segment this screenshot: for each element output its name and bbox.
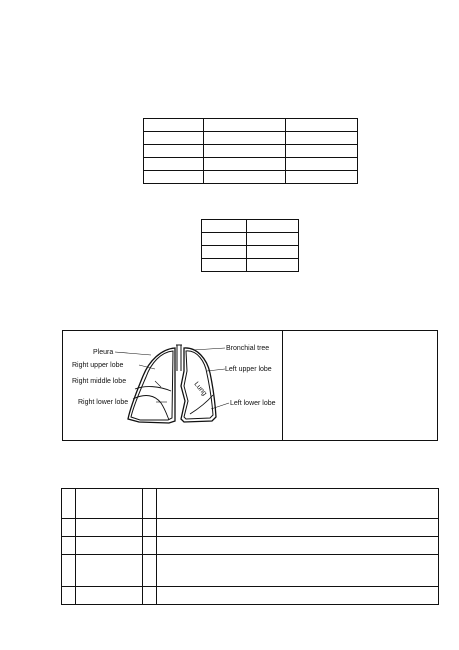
table-cell [157, 489, 439, 519]
table-cell [144, 145, 204, 158]
right-oblique-fissure [133, 396, 169, 420]
table-cell [62, 519, 76, 537]
table-row [144, 158, 358, 171]
table-row [62, 519, 439, 537]
table-cell [76, 489, 143, 519]
table-cell [286, 158, 358, 171]
table-cell [157, 587, 439, 605]
empty-table-top [143, 118, 358, 184]
table-cell [203, 158, 286, 171]
table-row [202, 246, 299, 259]
table-cell [76, 537, 143, 555]
table-cell [202, 246, 247, 259]
table-cell [246, 233, 298, 246]
table-cell [202, 220, 247, 233]
label-right-lower-lobe: Right lower lobe [78, 399, 129, 406]
table-cell [62, 555, 76, 587]
figure-divider [282, 331, 283, 440]
leader-bronchial-tree [193, 348, 225, 350]
lung-diagram [63, 331, 282, 440]
lung-diagram-box [62, 330, 438, 441]
table-row [62, 537, 439, 555]
table-row [144, 132, 358, 145]
table-cell [203, 171, 286, 184]
table-row [144, 119, 358, 132]
table-cell [286, 132, 358, 145]
table-cell [76, 519, 143, 537]
table-row [62, 555, 439, 587]
trachea [177, 345, 181, 371]
table-cell [76, 555, 143, 587]
table-cell [62, 587, 76, 605]
table-cell [62, 489, 76, 519]
table-cell [202, 259, 247, 272]
table-cell [203, 119, 286, 132]
table-cell [246, 246, 298, 259]
table-row [202, 233, 299, 246]
table-cell [286, 171, 358, 184]
table-cell [286, 145, 358, 158]
table-cell [143, 519, 157, 537]
label-lung: Lung [192, 380, 208, 398]
table-row [144, 171, 358, 184]
table-cell [144, 132, 204, 145]
table-cell [203, 145, 286, 158]
table-row [144, 145, 358, 158]
table-cell [62, 537, 76, 555]
table-cell [144, 119, 204, 132]
table-cell [157, 537, 439, 555]
table-cell [143, 555, 157, 587]
label-bronchial-tree: Bronchial tree [226, 345, 270, 352]
right-lung-outer [128, 348, 175, 423]
table-cell [76, 587, 143, 605]
empty-table-small [201, 219, 299, 272]
leader-left-lower-lobe [211, 403, 229, 409]
table-cell [246, 259, 298, 272]
label-pleura: Pleura [93, 349, 114, 356]
label-left-upper-lobe: Left upper lobe [225, 366, 272, 373]
table-cell [144, 171, 204, 184]
leader-right-middle-lobe [155, 381, 161, 387]
table-row [62, 587, 439, 605]
table-row [62, 489, 439, 519]
table-row [202, 220, 299, 233]
table-row [202, 259, 299, 272]
table-cell [143, 537, 157, 555]
table-cell [286, 119, 358, 132]
table-cell [203, 132, 286, 145]
table-cell [202, 233, 247, 246]
table-cell [246, 220, 298, 233]
table-cell [143, 587, 157, 605]
table-cell [143, 489, 157, 519]
label-left-lower-lobe: Left lower lobe [230, 400, 276, 407]
table-cell [157, 555, 439, 587]
leader-pleura [115, 352, 151, 355]
table-cell [157, 519, 439, 537]
left-oblique-fissure [190, 395, 213, 414]
table-cell [144, 158, 204, 171]
empty-table-bottom [61, 488, 439, 605]
label-right-upper-lobe: Right upper lobe [72, 362, 124, 369]
label-right-middle-lobe: Right middle lobe [72, 378, 127, 385]
